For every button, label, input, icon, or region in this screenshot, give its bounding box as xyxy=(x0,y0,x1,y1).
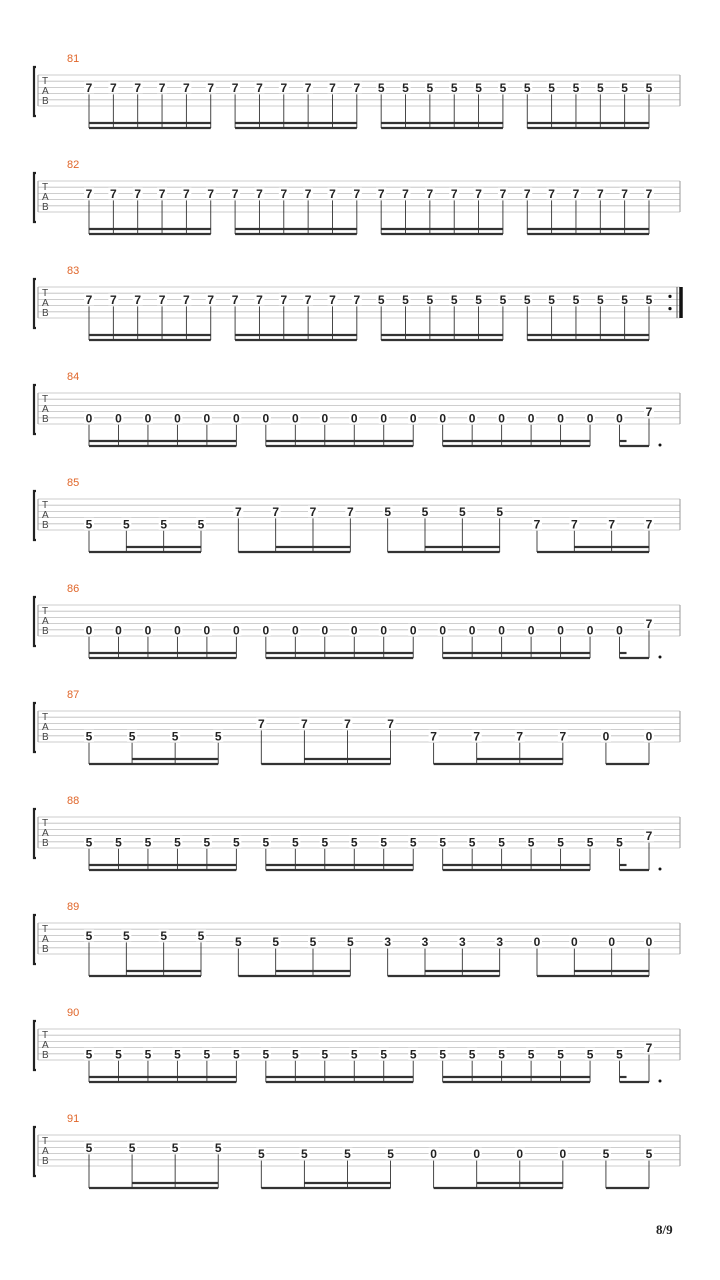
fret-number: 0 xyxy=(527,411,535,426)
fret-number: 5 xyxy=(262,1047,270,1062)
system-bracket xyxy=(34,173,36,222)
fret-number: 0 xyxy=(527,623,535,638)
fret-number: 5 xyxy=(548,292,555,307)
fret-number: 0 xyxy=(409,623,417,638)
fret-number: 7 xyxy=(158,186,166,201)
fret-number: 7 xyxy=(353,80,361,95)
fret-number: 5 xyxy=(85,928,93,943)
fret-number: 0 xyxy=(115,411,122,426)
duration-dot xyxy=(658,868,661,871)
fret-number: 7 xyxy=(572,186,580,201)
fret-number: 5 xyxy=(321,1047,329,1062)
fret-number: 5 xyxy=(621,80,628,95)
fret-number: 5 xyxy=(548,80,555,95)
fret-number: 5 xyxy=(115,835,122,850)
fret-number: 0 xyxy=(262,411,270,426)
fret-number: 5 xyxy=(645,1147,653,1162)
fret-number: 0 xyxy=(380,623,388,638)
fret-number: 0 xyxy=(468,623,476,638)
fret-number: 7 xyxy=(256,80,263,95)
fret-number: 7 xyxy=(110,292,117,307)
tab-clef-letter: B xyxy=(42,96,49,107)
fret-number: 5 xyxy=(426,80,434,95)
measure-number: 87 xyxy=(67,689,80,701)
tab-clef-letter: B xyxy=(42,838,49,849)
fret-number: 7 xyxy=(183,186,190,201)
system-bracket xyxy=(34,491,36,540)
fret-number: 7 xyxy=(570,517,578,532)
tab-clef-letter: A xyxy=(42,934,49,945)
duration-dot xyxy=(658,1080,661,1083)
tab-clef-letter: A xyxy=(42,1146,49,1157)
fret-number: 7 xyxy=(377,186,385,201)
system-bracket xyxy=(34,1021,36,1070)
fret-number: 5 xyxy=(523,292,531,307)
fret-number: 5 xyxy=(527,835,535,850)
fret-number: 5 xyxy=(233,1047,240,1062)
fret-number: 7 xyxy=(329,292,336,307)
fret-number: 5 xyxy=(402,292,409,307)
fret-number: 7 xyxy=(430,729,437,744)
fret-number: 7 xyxy=(257,716,265,731)
system-bracket xyxy=(34,915,36,964)
fret-number: 7 xyxy=(301,716,308,731)
fret-number: 5 xyxy=(498,1047,505,1062)
system-bracket xyxy=(34,279,36,328)
fret-number: 7 xyxy=(158,80,166,95)
fret-number: 5 xyxy=(144,1047,152,1062)
fret-number: 5 xyxy=(387,1147,394,1162)
fret-number: 5 xyxy=(350,835,358,850)
fret-number: 5 xyxy=(468,835,476,850)
fret-number: 5 xyxy=(586,1047,594,1062)
fret-number: 0 xyxy=(645,729,653,744)
tab-clef-letter: A xyxy=(42,1040,49,1051)
tab-clef-letter: T xyxy=(42,1136,49,1147)
duration-dot xyxy=(658,656,661,659)
fret-number: 5 xyxy=(498,835,505,850)
fret-number: 0 xyxy=(645,935,653,950)
fret-number: 5 xyxy=(262,835,270,850)
fret-number: 7 xyxy=(475,186,482,201)
measure-number: 88 xyxy=(67,795,80,807)
tab-clef-letter: T xyxy=(42,606,49,617)
fret-number: 5 xyxy=(160,928,168,943)
fret-number: 5 xyxy=(426,292,434,307)
fret-number: 0 xyxy=(321,623,329,638)
fret-number: 5 xyxy=(645,292,653,307)
fret-number: 5 xyxy=(572,80,580,95)
fret-number: 0 xyxy=(516,1147,524,1162)
fret-number: 0 xyxy=(380,411,388,426)
fret-number: 0 xyxy=(85,623,93,638)
fret-number: 7 xyxy=(85,292,93,307)
fret-number: 5 xyxy=(409,1047,417,1062)
fret-number: 7 xyxy=(645,1041,653,1056)
tab-clef-letter: B xyxy=(42,308,49,319)
fret-number: 0 xyxy=(85,411,93,426)
fret-number: 0 xyxy=(608,935,616,950)
fret-number: 7 xyxy=(272,504,280,519)
fret-number: 5 xyxy=(475,292,482,307)
fret-number: 5 xyxy=(402,80,409,95)
fret-number: 5 xyxy=(572,292,580,307)
fret-number: 5 xyxy=(214,729,222,744)
fret-number: 5 xyxy=(377,80,385,95)
fret-number: 5 xyxy=(203,835,211,850)
fret-number: 0 xyxy=(291,623,299,638)
fret-number: 5 xyxy=(499,292,507,307)
tab-clef-letter: B xyxy=(42,626,49,637)
fret-number: 5 xyxy=(174,1047,181,1062)
fret-number: 3 xyxy=(384,935,392,950)
fret-number: 5 xyxy=(85,835,93,850)
fret-number: 0 xyxy=(602,729,610,744)
fret-number: 5 xyxy=(346,935,354,950)
fret-number: 7 xyxy=(516,729,524,744)
fret-number: 7 xyxy=(473,729,481,744)
fret-number: 0 xyxy=(233,623,240,638)
tab-clef-letter: T xyxy=(42,712,49,723)
fret-number: 7 xyxy=(134,292,142,307)
fret-number: 0 xyxy=(262,623,270,638)
fret-number: 7 xyxy=(85,80,93,95)
fret-number: 7 xyxy=(280,292,288,307)
fret-number: 5 xyxy=(557,835,564,850)
fret-number: 7 xyxy=(645,405,653,420)
system-bracket xyxy=(34,809,36,858)
fret-number: 0 xyxy=(439,411,447,426)
fret-number: 5 xyxy=(171,1140,179,1155)
tab-clef-letter: B xyxy=(42,732,49,743)
fret-number: 7 xyxy=(499,186,507,201)
measure-number: 90 xyxy=(67,1007,80,1019)
fret-number: 7 xyxy=(110,80,117,95)
fret-number: 5 xyxy=(475,80,482,95)
fret-number: 0 xyxy=(174,411,181,426)
tab-clef-letter: T xyxy=(42,394,49,405)
tab-clef-letter: A xyxy=(42,192,49,203)
fret-number: 0 xyxy=(616,411,623,426)
measure-number: 83 xyxy=(67,265,80,277)
measure-number: 91 xyxy=(67,1113,80,1125)
fret-number: 0 xyxy=(203,411,211,426)
tab-clef-letter: T xyxy=(42,288,49,299)
fret-number: 7 xyxy=(304,186,312,201)
fret-number: 5 xyxy=(272,935,280,950)
fret-number: 7 xyxy=(645,829,653,844)
fret-number: 5 xyxy=(128,729,136,744)
tab-clef-letter: B xyxy=(42,1156,49,1167)
fret-number: 7 xyxy=(309,504,317,519)
tab-clef-letter: T xyxy=(42,76,49,87)
fret-number: 5 xyxy=(350,1047,358,1062)
fret-number: 0 xyxy=(473,1147,481,1162)
fret-number: 7 xyxy=(231,80,239,95)
fret-number: 0 xyxy=(233,411,240,426)
measure-number: 89 xyxy=(67,901,80,913)
fret-number: 5 xyxy=(596,80,604,95)
tab-clef-letter: B xyxy=(42,944,49,955)
repeat-dot xyxy=(668,307,671,310)
fret-number: 7 xyxy=(402,186,409,201)
fret-number: 0 xyxy=(144,623,152,638)
fret-number: 3 xyxy=(458,935,466,950)
tab-clef-letter: A xyxy=(42,298,49,309)
tab-clef-letter: A xyxy=(42,828,49,839)
fret-number: 0 xyxy=(586,623,594,638)
tab-clef-letter: T xyxy=(42,182,49,193)
fret-number: 7 xyxy=(280,186,288,201)
fret-number: 5 xyxy=(377,292,385,307)
fret-number: 7 xyxy=(183,292,190,307)
fret-number: 0 xyxy=(559,1147,567,1162)
fret-number: 5 xyxy=(321,835,329,850)
fret-number: 0 xyxy=(174,623,181,638)
tab-clef-letter: A xyxy=(42,510,49,521)
fret-number: 5 xyxy=(645,80,653,95)
fret-number: 5 xyxy=(197,517,205,532)
fret-number: 0 xyxy=(439,623,447,638)
fret-number: 5 xyxy=(523,80,531,95)
fret-number: 5 xyxy=(602,1147,610,1162)
fret-number: 5 xyxy=(557,1047,564,1062)
fret-number: 7 xyxy=(645,617,653,632)
fret-number: 0 xyxy=(498,623,505,638)
fret-number: 7 xyxy=(596,186,604,201)
fret-number: 5 xyxy=(144,835,152,850)
tab-clef-letter: A xyxy=(42,86,49,97)
system-bracket xyxy=(34,385,36,434)
fret-number: 0 xyxy=(533,935,541,950)
fret-number: 5 xyxy=(128,1140,136,1155)
fret-number: 7 xyxy=(353,292,361,307)
tab-clef-letter: A xyxy=(42,616,49,627)
fret-number: 5 xyxy=(409,835,417,850)
fret-number: 7 xyxy=(559,729,567,744)
system-bracket xyxy=(34,597,36,646)
fret-number: 7 xyxy=(548,186,555,201)
measure-number: 82 xyxy=(67,159,80,171)
page-number: 8/9 xyxy=(656,1222,673,1237)
fret-number: 0 xyxy=(430,1147,437,1162)
fret-number: 7 xyxy=(183,80,190,95)
fret-number: 7 xyxy=(85,186,93,201)
tab-clef-letter: A xyxy=(42,722,49,733)
fret-number: 0 xyxy=(498,411,505,426)
fret-number: 5 xyxy=(122,517,130,532)
fret-number: 5 xyxy=(384,504,392,519)
fret-number: 0 xyxy=(468,411,476,426)
fret-number: 5 xyxy=(171,729,179,744)
fret-number: 0 xyxy=(291,411,299,426)
fret-number: 5 xyxy=(122,928,130,943)
fret-number: 5 xyxy=(380,1047,388,1062)
fret-number: 7 xyxy=(231,292,239,307)
fret-number: 5 xyxy=(203,1047,211,1062)
fret-number: 5 xyxy=(344,1147,351,1162)
fret-number: 7 xyxy=(344,716,351,731)
fret-number: 7 xyxy=(256,186,263,201)
fret-number: 5 xyxy=(160,517,168,532)
fret-number: 5 xyxy=(291,835,299,850)
fret-number: 7 xyxy=(256,292,263,307)
fret-number: 5 xyxy=(85,729,93,744)
fret-number: 7 xyxy=(645,517,653,532)
fret-number: 7 xyxy=(207,80,215,95)
tab-clef-letter: T xyxy=(42,818,49,829)
fret-number: 5 xyxy=(301,1147,308,1162)
fret-number: 0 xyxy=(557,623,564,638)
fret-number: 7 xyxy=(387,716,394,731)
fret-number: 5 xyxy=(596,292,604,307)
fret-number: 7 xyxy=(134,186,142,201)
fret-number: 7 xyxy=(426,186,434,201)
tab-clef-letter: B xyxy=(42,414,49,425)
tab-clef-letter: T xyxy=(42,924,49,935)
fret-number: 0 xyxy=(616,623,623,638)
tab-clef-letter: B xyxy=(42,1050,49,1061)
fret-number: 5 xyxy=(439,1047,447,1062)
fret-number: 5 xyxy=(621,292,628,307)
fret-number: 5 xyxy=(450,80,458,95)
fret-number: 5 xyxy=(616,835,623,850)
fret-number: 7 xyxy=(304,292,312,307)
fret-number: 7 xyxy=(621,186,628,201)
system-bracket xyxy=(34,1127,36,1176)
system-bracket xyxy=(34,67,36,116)
fret-number: 0 xyxy=(586,411,594,426)
fret-number: 5 xyxy=(439,835,447,850)
measure-number: 85 xyxy=(67,477,80,489)
fret-number: 7 xyxy=(523,186,531,201)
fret-number: 7 xyxy=(231,186,239,201)
fret-number: 5 xyxy=(499,80,507,95)
fret-number: 5 xyxy=(291,1047,299,1062)
fret-number: 5 xyxy=(496,504,504,519)
fret-number: 0 xyxy=(557,411,564,426)
fret-number: 5 xyxy=(174,835,181,850)
fret-number: 5 xyxy=(85,1140,93,1155)
fret-number: 7 xyxy=(533,517,541,532)
fret-number: 7 xyxy=(304,80,312,95)
fret-number: 3 xyxy=(421,935,429,950)
tab-clef-letter: T xyxy=(42,500,49,511)
fret-number: 5 xyxy=(616,1047,623,1062)
fret-number: 7 xyxy=(134,80,142,95)
tab-clef-letter: T xyxy=(42,1030,49,1041)
fret-number: 7 xyxy=(280,80,288,95)
fret-number: 5 xyxy=(234,935,242,950)
fret-number: 0 xyxy=(203,623,211,638)
tab-clef-letter: B xyxy=(42,202,49,213)
fret-number: 5 xyxy=(197,928,205,943)
fret-number: 5 xyxy=(421,504,429,519)
fret-number: 5 xyxy=(85,517,93,532)
fret-number: 7 xyxy=(645,186,653,201)
fret-number: 7 xyxy=(450,186,458,201)
fret-number: 7 xyxy=(353,186,361,201)
duration-dot xyxy=(658,444,661,447)
fret-number: 7 xyxy=(158,292,166,307)
fret-number: 0 xyxy=(144,411,152,426)
fret-number: 5 xyxy=(214,1140,222,1155)
measure-number: 86 xyxy=(67,583,80,595)
system-bracket xyxy=(34,703,36,752)
repeat-dot xyxy=(668,295,671,298)
tab-clef-letter: A xyxy=(42,404,49,415)
fret-number: 5 xyxy=(527,1047,535,1062)
fret-number: 7 xyxy=(329,80,336,95)
fret-number: 5 xyxy=(380,835,388,850)
fret-number: 7 xyxy=(207,186,215,201)
fret-number: 3 xyxy=(496,935,504,950)
fret-number: 0 xyxy=(321,411,329,426)
fret-number: 7 xyxy=(608,517,616,532)
fret-number: 7 xyxy=(207,292,215,307)
fret-number: 7 xyxy=(110,186,117,201)
fret-number: 0 xyxy=(115,623,122,638)
fret-number: 0 xyxy=(570,935,578,950)
fret-number: 5 xyxy=(586,835,594,850)
fret-number: 5 xyxy=(309,935,317,950)
fret-number: 5 xyxy=(450,292,458,307)
fret-number: 5 xyxy=(468,1047,476,1062)
fret-number: 5 xyxy=(115,1047,122,1062)
measure-number: 81 xyxy=(67,53,80,65)
tab-clef-letter: B xyxy=(42,520,49,531)
fret-number: 5 xyxy=(233,835,240,850)
fret-number: 0 xyxy=(409,411,417,426)
fret-number: 0 xyxy=(350,411,358,426)
fret-number: 7 xyxy=(329,186,336,201)
measure-number: 84 xyxy=(67,371,80,383)
fret-number: 7 xyxy=(234,504,242,519)
fret-number: 5 xyxy=(458,504,466,519)
fret-number: 5 xyxy=(257,1147,265,1162)
fret-number: 5 xyxy=(85,1047,93,1062)
fret-number: 0 xyxy=(350,623,358,638)
fret-number: 7 xyxy=(346,504,354,519)
